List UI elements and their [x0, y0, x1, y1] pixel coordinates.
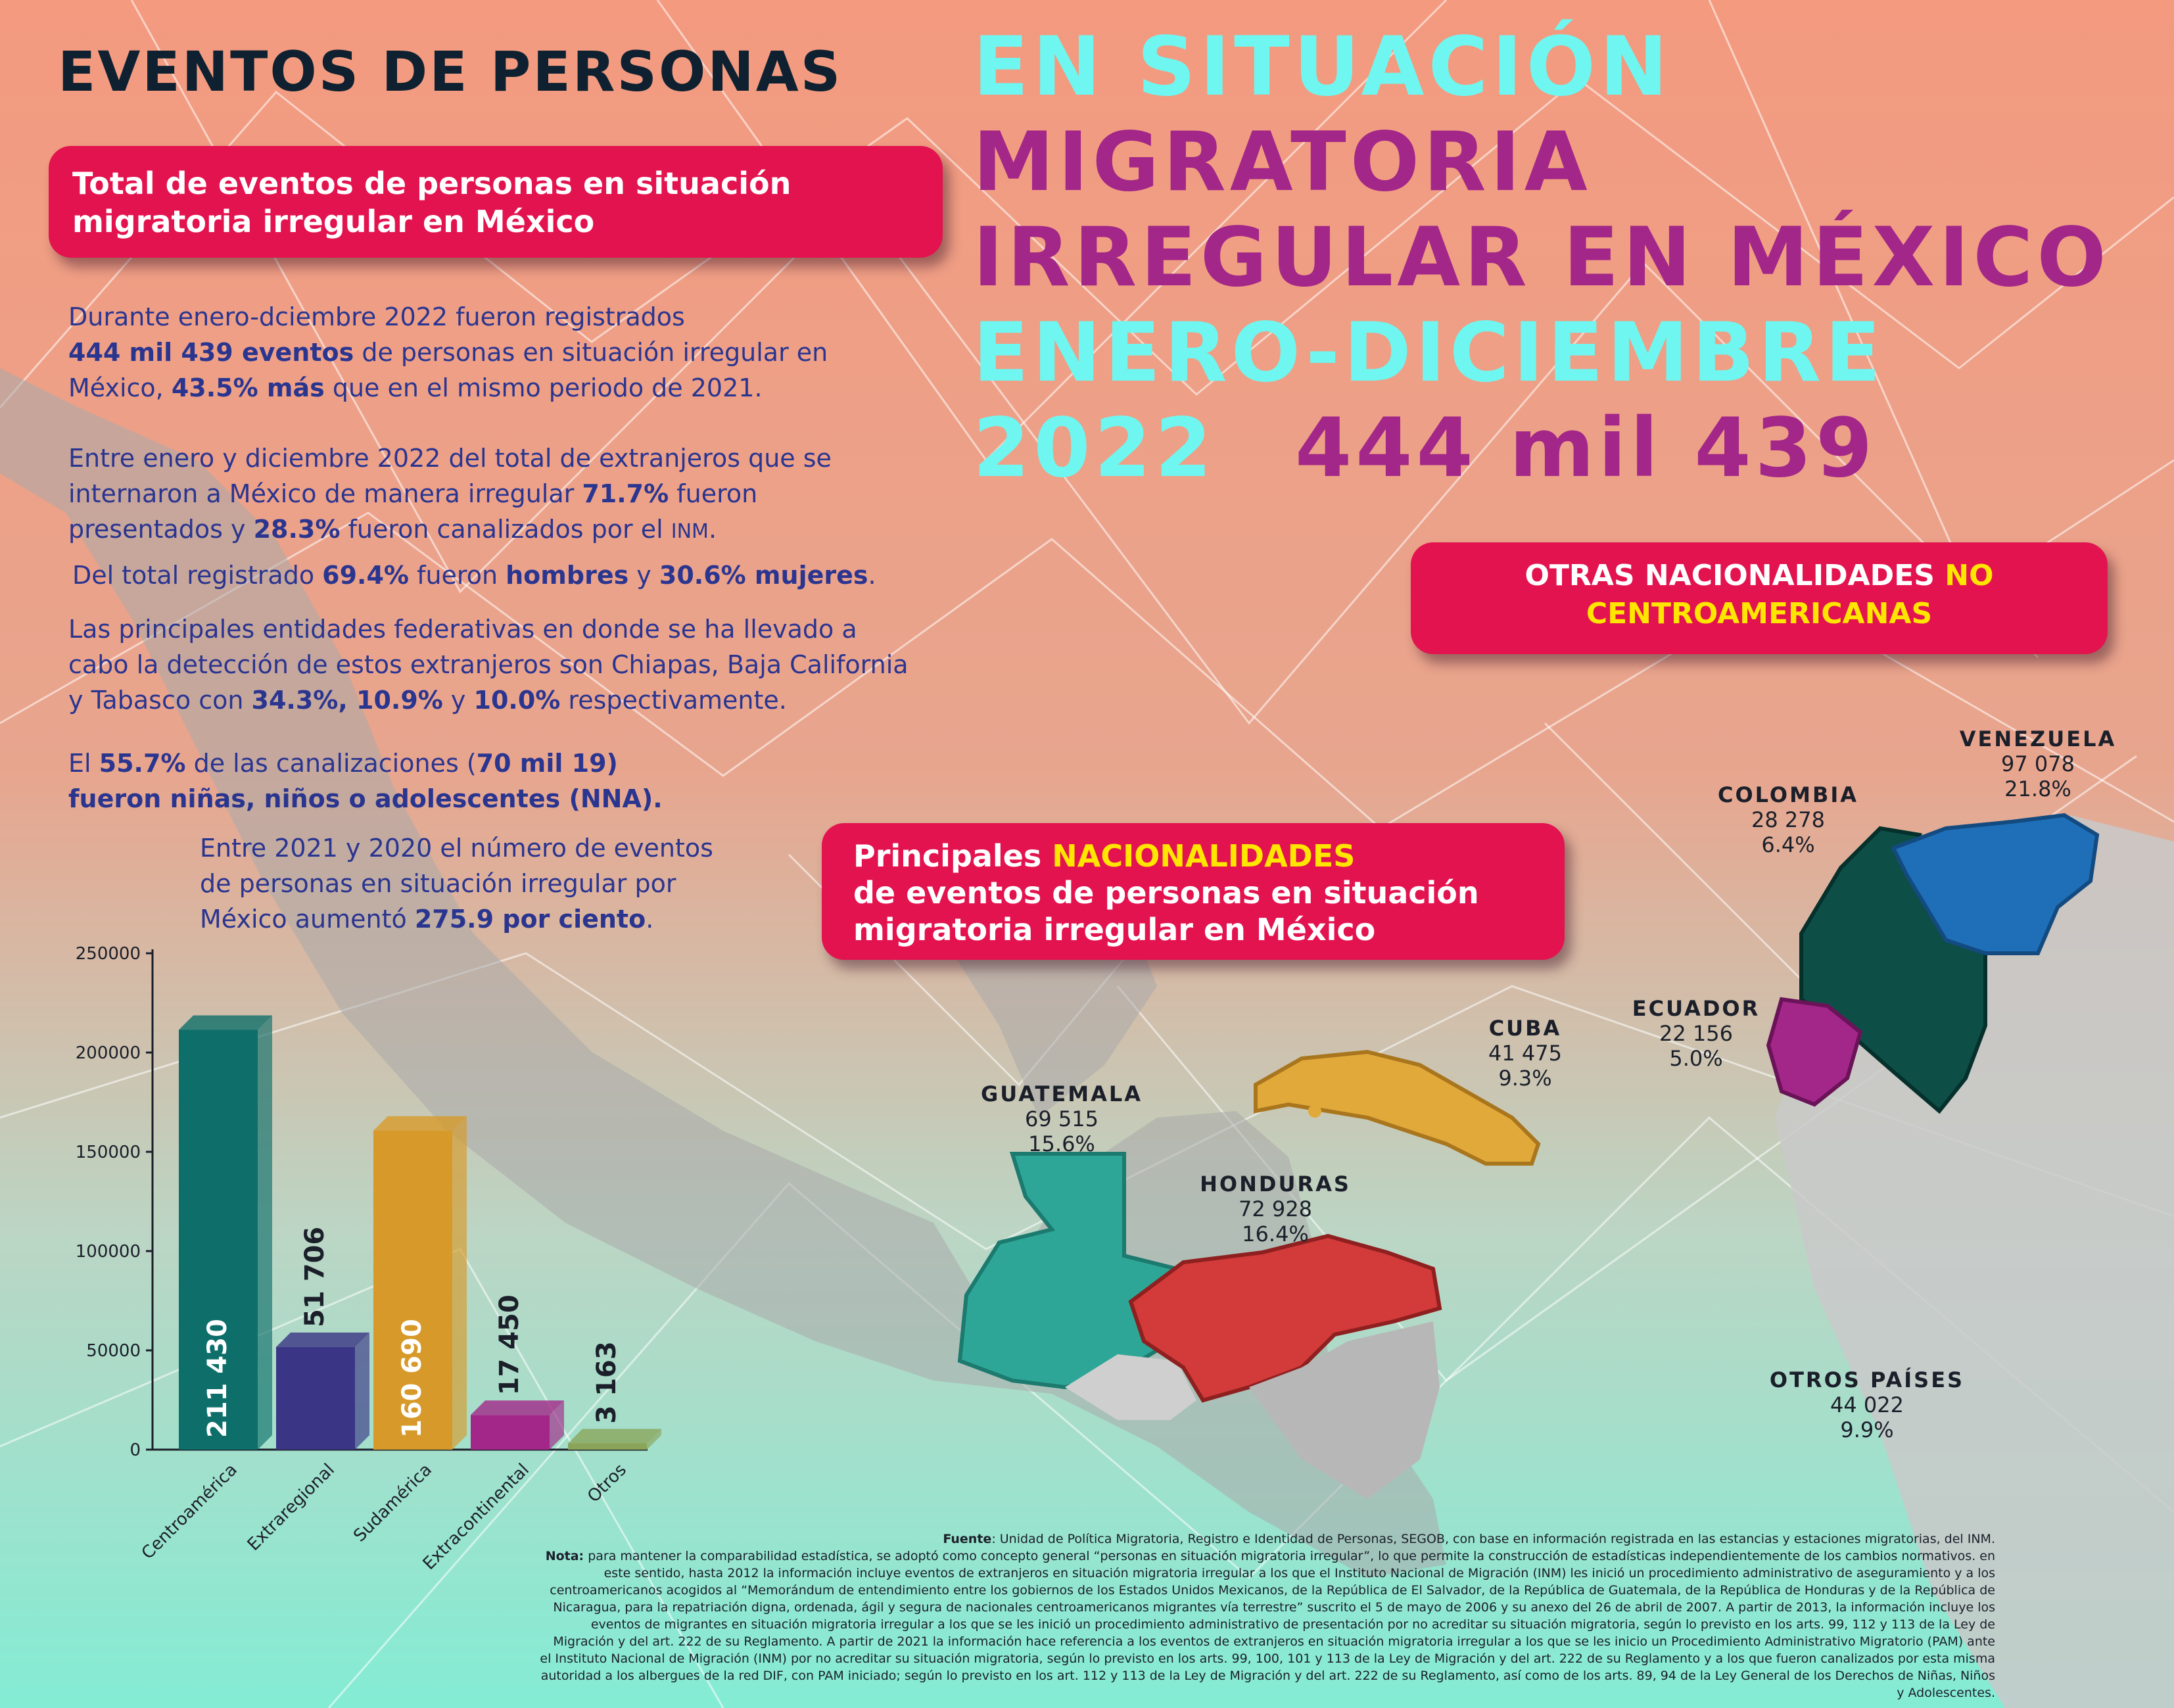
title-cyan-2: ENERO-DICIEMBRE — [973, 306, 1885, 400]
p4-e: y — [442, 686, 474, 715]
bar-side — [258, 1015, 272, 1450]
p4-b: cabo la detección de estos extranjeros son Chiapas, Baja California — [68, 650, 909, 679]
title-total: 444 mil 439 — [1295, 401, 1877, 496]
venezuela-name: VENEZUELA — [1959, 726, 2117, 751]
paragraph-2 — [68, 440, 989, 550]
label-honduras — [1183, 1172, 1367, 1246]
p3-f: 30.6% mujeres — [659, 561, 868, 590]
label-colombia — [1703, 782, 1874, 857]
p4-g: respectivamente. — [560, 686, 787, 715]
y-tick-label: 250000 — [75, 944, 141, 964]
p3-a: Del total registrado — [72, 561, 323, 590]
bar-value-label: 160 690 — [397, 1319, 427, 1438]
y-tick-label: 50000 — [86, 1341, 141, 1361]
pill-otras-part1: OTRAS NACIONALIDADES — [1524, 559, 1945, 592]
p6-b: de personas en situación irregular por — [200, 869, 676, 898]
category-label: Sudamérica — [350, 1459, 436, 1546]
p3-b: 69.4% — [322, 561, 409, 590]
p1-b: 444 mil 439 eventos — [68, 338, 354, 367]
p2-e: presentados y — [68, 515, 254, 544]
bar-top — [276, 1333, 369, 1347]
bar-value-label: 17 450 — [494, 1294, 525, 1396]
p6-c: México aumentó — [200, 905, 415, 934]
otros-paises-name: OTROS PAÍSES — [1769, 1367, 1965, 1392]
honduras-value: 72 928 — [1239, 1197, 1312, 1222]
footer-fuente-label: Fuente — [943, 1532, 992, 1546]
ecuador-value: 22 156 — [1659, 1021, 1733, 1046]
p6-e: . — [646, 905, 654, 934]
p1-a: Durante enero-dciembre 2022 fueron registrados — [68, 302, 685, 331]
cuba-name: CUBA — [1488, 1016, 1562, 1041]
label-guatemala — [970, 1081, 1154, 1156]
paragraph-1 — [68, 299, 989, 406]
bar-top — [373, 1116, 467, 1131]
title-black: EVENTOS DE PERSONAS — [58, 39, 843, 104]
p2-a: Entre enero y diciembre 2022 del total de extranjeros que se — [68, 444, 832, 473]
paragraph-3 — [72, 557, 993, 593]
footer-nota-text: para mantener la comparabilidad estadística, se adoptó como concepto general “personas en situación migratoria irregular”, lo que permite la construcción de estadísticas independientemente de los cambios normativos. en este sentido, hasta 2012 la información incluye eventos de extranjeros en situación migratoria irregular a los que el Instituto Nacional de Migración (INM) les inició un procedimiento administrativo de aseguramiento y a los centroamericanos acogidos al “Memorándum de entendimiento entre los gobiernos de los Estados Unidos Mexicanos, de la República de El Salvador, de la República de Guatemala, de la República de Honduras y de la República de Nicaragua, para la repatriación digna, ordenada, ágil y segura de nacionales centroamericanos migrantes vía terrestre” suscrito el 5 de mayo de 2006 y su anexo del 26 de abril de 2007. A partir de 2013, la información incluye los eventos de migrantes en situación migratoria irregular a los que se les inició un procedimiento administrativo de presentación por no acreditar su situación migratoria, según lo previsto en los arts. 99, 112 y 113 de la Ley de Migración y del art. 222 de su Reglamento. A partir de 2021 la información hace referencia a los eventos de extranjeros en situación migratoria irregular a los que se les inicio un Procedimiento Administrativo Migratorio (PAM) ante el Instituto Nacional de Migración (INM) por no acreditar su situación migratoria, según lo previsto en los arts. 99, 100, 101 y 113 de la Ley de Migración y del art. 222 de su Reglamento y a los que fueron canalizados por esta misma autoridad a los albergues de la red DIF, con PAM iniciado; según lo previsto en los art. 112 y 113 de la Ley de Migración y del art. 222 de su Reglamento, así como de los arts. 89, 94 de la Ley General de los Derechos de Niñas, Niños y Adolescentes. — [540, 1549, 1995, 1700]
paragraph-4 — [68, 611, 1022, 718]
category-label: Extraregional — [243, 1459, 339, 1555]
venezuela-pct: 21.8% — [2004, 776, 2071, 801]
footer-fuente-text: : Unidad de Política Migratoria, Registro e Identidad de Personas, SEGOB, con base en información registrada en las estancias y estaciones migratorias, del INM. — [991, 1532, 1995, 1546]
p3-e: y — [628, 561, 659, 590]
label-cuba — [1466, 1016, 1584, 1091]
title-purple-1: MIGRATORIA — [973, 115, 1592, 210]
p1-d: México, — [68, 373, 172, 402]
guatemala-pct: 15.6% — [1028, 1131, 1095, 1156]
otros-paises-value: 44 022 — [1830, 1392, 1904, 1417]
bar-value-label: 51 706 — [300, 1226, 330, 1327]
bar — [276, 1347, 355, 1450]
pill-total-line1: Total de eventos de personas en situación — [72, 166, 792, 201]
p2-f: 28.3% — [253, 515, 341, 544]
p2-g: fueron canalizados por el — [340, 515, 671, 544]
bar-chart — [0, 920, 723, 1617]
category-label: Extracontinental — [419, 1459, 533, 1575]
p2-i: . — [708, 515, 717, 544]
paragraph-5 — [68, 746, 989, 817]
pill-otras-line1 — [1411, 557, 2108, 595]
p6-d: 275.9 por ciento — [414, 905, 646, 934]
honduras-pct: 16.4% — [1242, 1222, 1309, 1246]
pill-principales-line1 — [853, 838, 1565, 874]
label-otros-paises — [1762, 1367, 1972, 1442]
bar-top — [471, 1400, 564, 1415]
pill-otras-part2: NO — [1945, 559, 1994, 592]
ecuador-name: ECUADOR — [1632, 996, 1760, 1021]
p4-a: Las principales entidades federativas en donde se ha llevado a — [68, 615, 857, 644]
guatemala-value: 69 515 — [1025, 1106, 1099, 1131]
y-tick-label: 200000 — [75, 1043, 141, 1063]
p1-e: 43.5% más — [171, 373, 325, 402]
category-label: Otros — [584, 1459, 630, 1507]
honduras-name: HONDURAS — [1200, 1172, 1351, 1197]
pill-principales-line2: de eventos de personas en situación — [853, 875, 1479, 911]
p4-c: y Tabasco con — [68, 686, 252, 715]
p2-c: 71.7% — [582, 479, 669, 508]
colombia-value: 28 278 — [1751, 807, 1825, 832]
p3-g: . — [868, 561, 876, 590]
p6-a: Entre 2021 y 2020 el número de eventos — [200, 834, 713, 863]
pill-principales — [822, 823, 1565, 960]
footer-nota-label: Nota: — [545, 1549, 584, 1563]
ecuador-pct: 5.0% — [1669, 1046, 1723, 1071]
otros-paises-pct: 9.9% — [1840, 1417, 1894, 1442]
p3-d: hombres — [506, 561, 629, 590]
p3-c: fueron — [409, 561, 506, 590]
p1-c: de personas en situación irregular en — [354, 338, 828, 367]
bar-value-label: 3 163 — [592, 1341, 622, 1424]
title-purple-2: IRREGULAR EN MÉXICO — [973, 210, 2110, 305]
pill-total-line2: migratoria irregular en México — [72, 204, 595, 239]
p5-e: fueron niñas, niños o adolescentes (NNA). — [68, 784, 663, 813]
colombia-name: COLOMBIA — [1717, 782, 1859, 807]
pill-principales-line3: migratoria irregular en México — [853, 912, 1376, 947]
p4-d: 34.3%, 10.9% — [251, 686, 443, 715]
bar-top — [568, 1429, 661, 1443]
cuba-value: 41 475 — [1488, 1041, 1562, 1066]
footer-notes — [539, 1530, 1995, 1701]
y-tick-label: 150000 — [75, 1143, 141, 1162]
pill-principales-part1: Principales — [853, 838, 1052, 874]
cuba-pct: 9.3% — [1498, 1066, 1552, 1091]
colombia-pct: 6.4% — [1761, 832, 1815, 857]
pill-otras-line2: CENTROAMERICANAS — [1586, 597, 1933, 630]
p2-d: fueron — [669, 479, 758, 508]
p4-f: 10.0% — [473, 686, 561, 715]
p1-f: que en el mismo periodo de 2021. — [324, 373, 763, 402]
label-venezuela — [1946, 726, 2130, 801]
category-label: Centroamérica — [137, 1459, 241, 1563]
bar-top — [179, 1015, 272, 1030]
p5-b: 55.7% — [99, 749, 186, 778]
bar-side — [452, 1116, 467, 1450]
title-cyan-1: EN SITUACIÓN — [973, 20, 1672, 114]
venezuela-value: 97 078 — [2001, 751, 2075, 776]
pill-total — [49, 146, 943, 258]
bar — [568, 1443, 647, 1450]
guatemala-name: GUATEMALA — [981, 1081, 1143, 1106]
bar-value-label: 211 430 — [202, 1319, 233, 1438]
p2-b: internaron a México de manera irregular — [68, 479, 582, 508]
p5-a: El — [68, 749, 99, 778]
y-tick-label: 0 — [130, 1440, 141, 1460]
bar-side — [355, 1333, 369, 1450]
y-tick-label: 100000 — [75, 1242, 141, 1262]
bar — [471, 1415, 550, 1450]
p5-c: de las canalizaciones ( — [185, 749, 477, 778]
title-year: 2022 — [973, 401, 1216, 496]
label-ecuador — [1624, 996, 1768, 1071]
p2-h: INM — [671, 520, 709, 543]
pill-principales-part2: NACIONALIDADES — [1052, 838, 1356, 874]
p5-d: 70 mil 19) — [476, 749, 618, 778]
pill-otras — [1411, 542, 2108, 654]
